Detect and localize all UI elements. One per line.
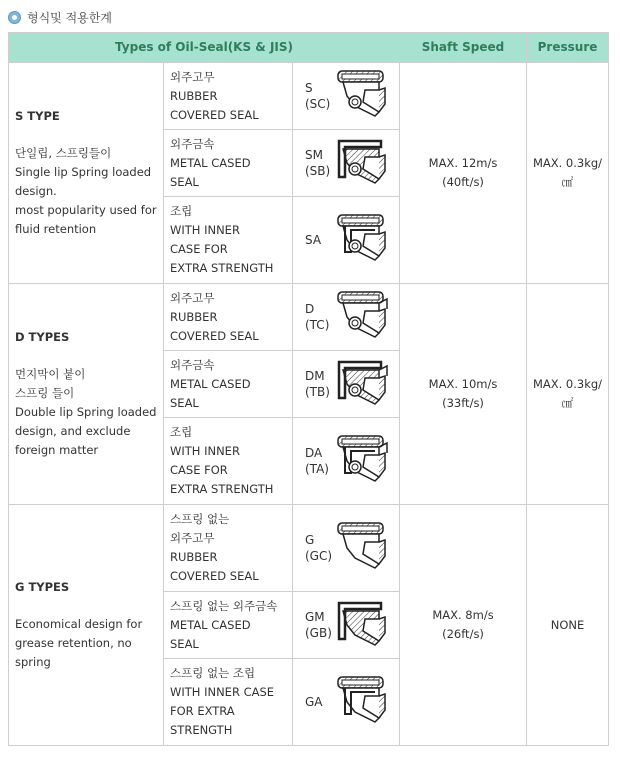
seal-ga-icon — [335, 672, 389, 732]
shaft-speed-value: (40ft/s) — [442, 175, 484, 189]
variant-code: GM — [305, 610, 325, 624]
variant-desc-cell — [164, 130, 293, 197]
table-row — [9, 505, 609, 592]
variant-code-cell — [293, 351, 400, 418]
variant-code: (GC) — [305, 549, 333, 563]
pressure-cell — [527, 284, 609, 505]
variant-desc-line: METAL CASED — [170, 155, 251, 170]
pressure-value: NONE — [550, 617, 585, 632]
type-desc-line: most popularity used for — [15, 203, 157, 217]
type-desc-line: 먼지막이 붙이 — [15, 367, 86, 381]
variant-desc-line: CASE FOR — [170, 242, 228, 256]
table-row — [9, 63, 609, 130]
variant-code: SM — [305, 148, 323, 162]
variant-desc-line: 스프링 없는 조립 — [170, 666, 256, 680]
type-desc-line: fluid retention — [15, 222, 97, 236]
variant-desc-line: COVERED SEAL — [170, 569, 259, 583]
variant-desc-line: WITH INNER — [170, 223, 240, 237]
variant-desc-line: SEAL — [170, 636, 199, 651]
variant-desc-cell — [164, 63, 293, 130]
type-desc-line: Double lip Spring loaded — [15, 405, 157, 419]
variant-desc-line: COVERED SEAL — [170, 328, 259, 343]
type-desc-line: 스프링 들이 — [15, 386, 75, 400]
type-cell — [9, 505, 164, 746]
type-desc-line: 단일립, 스프링들이 — [15, 146, 112, 160]
pressure-cell — [527, 505, 609, 746]
variant-code-cell — [293, 284, 400, 351]
variant-desc-line: STRENGTH — [170, 723, 233, 737]
variant-desc-line: 외주금속 — [170, 136, 215, 151]
shaft-speed-value: MAX. 10m/s — [428, 377, 498, 391]
variant-desc-line: 외주고무 — [170, 531, 215, 545]
header-types: Types of Oil-Seal(KS & JIS) — [9, 33, 400, 63]
variant-desc-line: EXTRA STRENGTH — [170, 261, 274, 275]
variant-desc-line: 외주고무 — [170, 290, 215, 305]
variant-desc-line: 조립 — [170, 204, 193, 218]
shaft-speed-value: MAX. 8m/s — [432, 608, 494, 622]
shaft-speed-cell — [400, 63, 527, 284]
variant-code-cell — [293, 197, 400, 284]
shaft-speed-cell — [400, 284, 527, 505]
variant-desc-line: 조립 — [170, 425, 193, 439]
variant-code: (SC) — [305, 97, 331, 111]
variant-desc-cell — [164, 418, 293, 505]
variant-code: DA — [305, 446, 323, 460]
variant-desc-line: FOR EXTRA — [170, 704, 235, 718]
type-desc-line: design. — [15, 184, 57, 198]
type-desc-line: design, and exclude — [15, 424, 131, 438]
variant-desc-cell — [164, 351, 293, 418]
shaft-speed-value: (33ft/s) — [442, 396, 484, 410]
variant-code-cell — [293, 418, 400, 505]
variant-desc-line: SEAL — [170, 174, 199, 189]
shaft-speed-cell — [400, 505, 527, 746]
variant-desc-line: METAL CASED — [170, 617, 251, 632]
table-row — [9, 284, 609, 351]
variant-desc-line: RUBBER — [170, 309, 218, 324]
variant-desc-cell — [164, 592, 293, 659]
seal-da-icon — [335, 431, 389, 491]
type-name: S TYPE — [15, 109, 60, 123]
variant-code: G — [305, 533, 315, 547]
shaft-speed-value: MAX. 12m/s — [428, 156, 498, 170]
pressure-value: MAX. 0.3kg/ — [532, 377, 603, 391]
type-desc-line: foreign matter — [15, 443, 99, 457]
variant-code: (SB) — [305, 164, 331, 178]
variant-code-cell — [293, 592, 400, 659]
variant-desc-line: COVERED SEAL — [170, 107, 259, 122]
variant-desc-line: RUBBER — [170, 88, 218, 103]
seal-d-icon — [335, 287, 389, 347]
type-name: D TYPES — [15, 330, 70, 344]
variant-desc-cell — [164, 659, 293, 746]
variant-desc-line: CASE FOR — [170, 463, 228, 477]
variant-desc-line: SEAL — [170, 395, 199, 410]
oil-seal-table — [8, 32, 609, 746]
pressure-value: MAX. 0.3kg/ — [532, 156, 603, 170]
seal-g-icon — [335, 518, 389, 578]
pressure-cell — [527, 63, 609, 284]
type-desc-line: grease retention, no spring — [15, 636, 132, 669]
variant-code: (GB) — [305, 626, 332, 640]
variant-code-cell — [293, 63, 400, 130]
variant-code: (TC) — [305, 318, 330, 332]
variant-code-cell — [293, 505, 400, 592]
type-cell — [9, 63, 164, 284]
variant-code: (TA) — [305, 462, 329, 476]
variant-code: SA — [305, 233, 322, 247]
type-desc-line: Single lip Spring loaded — [15, 165, 152, 179]
bullet-circle-icon — [8, 11, 21, 24]
variant-desc-cell — [164, 197, 293, 284]
variant-desc-line: WITH INNER CASE — [170, 685, 275, 699]
header-shaft-speed: Shaft Speed — [400, 33, 527, 63]
seal-gm-icon — [335, 595, 389, 655]
variant-desc-line: 외주고무 — [170, 69, 215, 84]
header-pressure: Pressure — [527, 33, 609, 63]
variant-desc-line: WITH INNER — [170, 444, 240, 458]
variant-desc-cell — [164, 284, 293, 351]
type-desc-line: Economical design for — [15, 617, 143, 631]
seal-sm-icon — [335, 133, 389, 193]
pressure-value: ㎠ — [561, 396, 574, 410]
variant-desc-line: EXTRA STRENGTH — [170, 482, 274, 496]
variant-desc-line: 스프링 없는 — [170, 512, 230, 526]
variant-desc-line: 외주금속 — [170, 357, 215, 372]
table-header-row — [9, 33, 609, 63]
seal-s-icon — [335, 66, 389, 126]
variant-desc-line: RUBBER — [170, 550, 218, 564]
section-title — [8, 8, 112, 26]
variant-code: S — [305, 81, 313, 95]
type-name: G TYPES — [15, 580, 70, 594]
variant-code-cell — [293, 130, 400, 197]
variant-desc-line: 스프링 없는 외주금속 — [170, 598, 278, 613]
variant-code: (TB) — [305, 385, 330, 399]
pressure-value: ㎠ — [561, 175, 574, 189]
variant-code: D — [305, 302, 315, 316]
seal-sa-icon — [335, 210, 389, 270]
shaft-speed-value: (26ft/s) — [442, 627, 484, 641]
variant-code: DM — [305, 369, 325, 383]
type-cell — [9, 284, 164, 505]
variant-desc-cell — [164, 505, 293, 592]
variant-code-cell — [293, 659, 400, 746]
variant-code: GA — [305, 695, 323, 709]
section-title-text: 형식및 적용한계 — [27, 10, 112, 25]
variant-desc-line: METAL CASED — [170, 376, 251, 391]
seal-dm-icon — [335, 354, 389, 414]
